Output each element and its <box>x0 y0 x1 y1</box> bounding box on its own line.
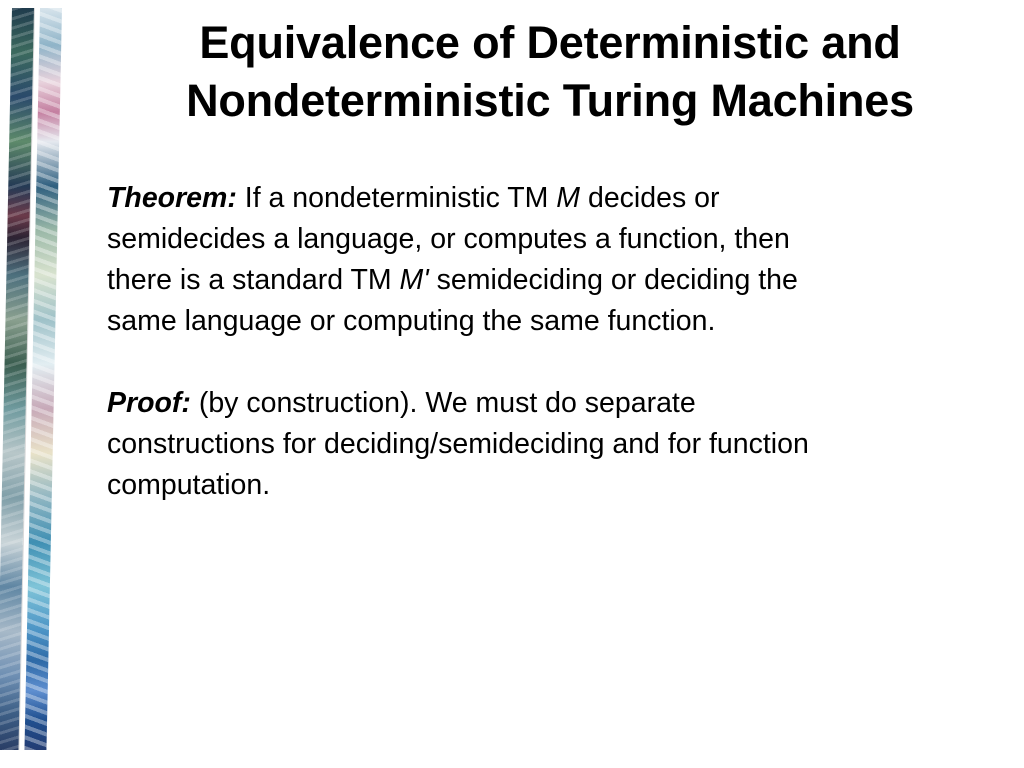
proof-line-3: computation. <box>107 469 271 501</box>
slide-body <box>107 178 1007 506</box>
proof-paragraph <box>107 383 1007 506</box>
theorem-label: Theorem: <box>107 182 237 214</box>
theorem-var-m-prime: M' <box>399 264 429 296</box>
theorem-line-1 <box>107 178 1007 219</box>
proof-label: Proof: <box>107 387 191 419</box>
theorem-text-3a: there is a standard TM <box>107 264 392 296</box>
title-line-2: Nondeterministic Turing Machines <box>186 75 914 126</box>
theorem-line-4: same language or computing the same function. <box>107 305 716 337</box>
theorem-text-3b: semideciding or deciding the <box>436 264 798 296</box>
slide-title <box>100 14 1000 130</box>
theorem-line-3 <box>107 260 1007 301</box>
proof-line-1 <box>107 383 1007 424</box>
proof-text-1: (by construction). We must do separate <box>198 387 696 419</box>
theorem-var-m: M <box>556 182 581 214</box>
theorem-paragraph <box>107 178 1007 342</box>
theorem-text-1b: decides or <box>587 182 720 214</box>
title-line-1: Equivalence of Deterministic and <box>199 17 901 68</box>
proof-line-2: constructions for deciding/semideciding and for function <box>107 428 809 460</box>
theorem-text-1a: If a nondeterministic TM <box>244 182 549 214</box>
theorem-line-2: semidecides a language, or computes a function, then <box>107 223 790 255</box>
